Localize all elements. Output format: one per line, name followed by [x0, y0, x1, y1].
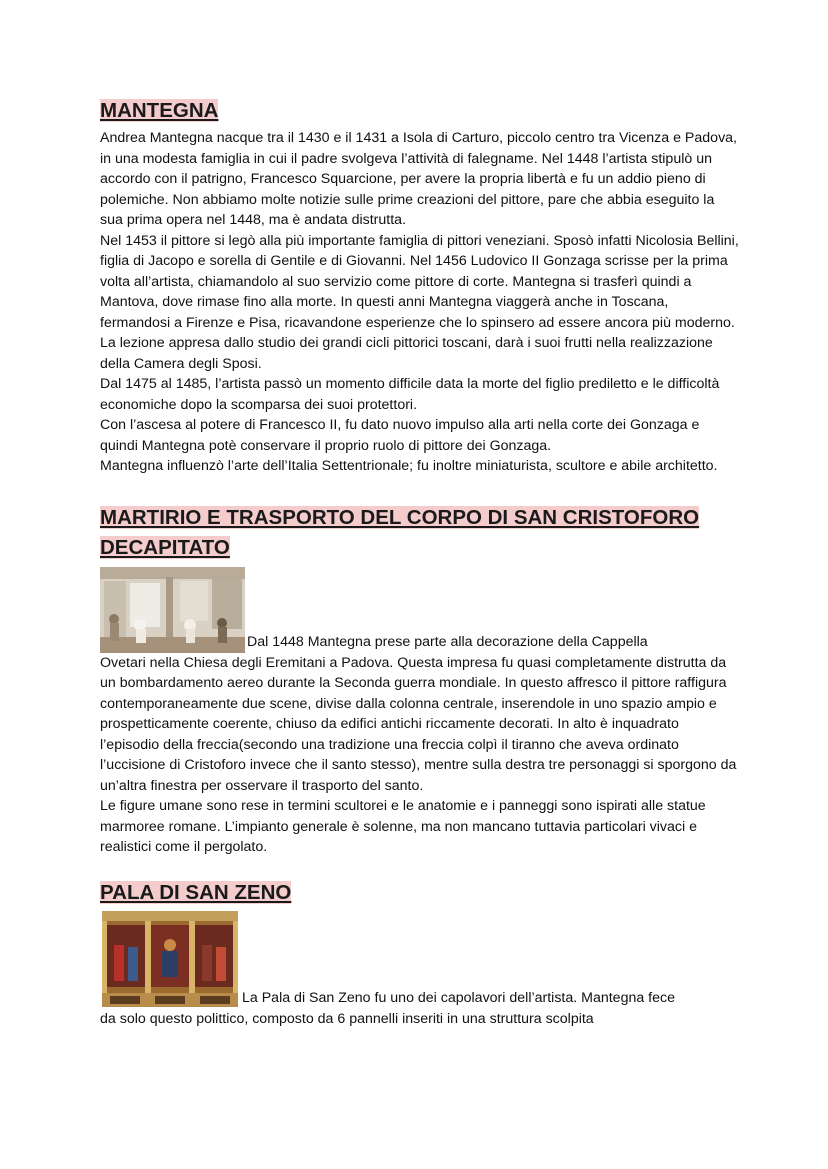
altarpiece-thumbnail-icon [100, 909, 240, 1009]
paragraph-first-line: Dal 1448 Mantegna prese parte alla decorazione della Cappella [247, 634, 648, 650]
section-heading-mantegna [100, 98, 740, 123]
paragraph: Dal 1475 al 1485, l’artista passò un momento difficile data la morte del figlio prediletto e le difficoltà economiche dopo la scomparsa dei suoi protettori. [100, 376, 720, 413]
paragraph: Ovetari nella Chiesa degli Eremitani a Padova. Questa impresa fu quasi completamente distrutta da un bombardamento aereo durante la Seconda guerra mondiale. In questo affresco il pittore raffigura contemporaneamente due scene, divise dalla colonna centrale, inserendole in uno spazio ampio e prospetticamente coerente, chiuso da edifici antichi riccamente decorati. In alto è inquadrato l’episodio della freccia(secondo una tradizione una freccia colpì il tiranno che aveva ordinato l’uccisione di Cristoforo invece che il santo stesso), mentre sulla destra tre personaggi si sporgono da un’altra finestra per osservare il trasporto del santo. [100, 654, 737, 794]
section-heading-pala-san-zeno [100, 880, 740, 905]
heading-text: PALA DI SAN ZENO [100, 880, 292, 904]
paragraph: Mantegna influenzò l’arte dell’Italia Settentrionale; fu inoltre miniaturista, scultore e abile architetto. [100, 458, 718, 474]
heading-text: MANTEGNA [100, 99, 219, 122]
heading-text: MARTIRIO E TRASPORTO DEL CORPO DI SAN CRISTOFORO DECAPITATO [100, 505, 700, 559]
figure-line-pala-san-zeno [100, 909, 740, 1009]
paragraph: Nel 1453 il pittore si legò alla più importante famiglia di pittori veneziani. Sposò infatti Nicolosia Bellini, figlia di Jacopo e sorella di Gentile e di Giovanni. Nel 1456 Ludovico II Gonzaga scrisse per la prima volta all’artista, chiamandolo al suo servizio come pittore di corte. Mantegna si trasferì quindi a Mantova, dove rimase fino alla morte. In questi anni Mantegna viaggerà anche in Toscana, fermandosi a Firenze e Pisa, ricavandone esperienze che lo spinsero ad essere ancora più moderno. La lezione appresa dallo studio dei grandi cicli pittorici toscani, darà i suoi frutti nella realizzazione della Camera degli Sposi. [100, 232, 739, 372]
paragraph-first-line: La Pala di San Zeno fu uno dei capolavori dell’artista. Mantegna fece [242, 990, 675, 1006]
paragraph: Le figure umane sono rese in termini scultorei e le anatomie e i panneggi sono ispirati alle statue marmoree romane. L’impianto generale è solenne, ma non mancano tuttavia particolari vivaci e realistici come il pergolato. [100, 798, 706, 855]
document-content [100, 96, 740, 1029]
section-heading-san-cristoforo [100, 504, 740, 564]
section-body-mantegna [100, 128, 740, 477]
fresco-thumbnail-icon [100, 567, 245, 653]
paragraph: da solo questo polittico, composto da 6 pannelli inseriti in una struttura scolpita [100, 1010, 594, 1027]
paragraph: Con l’ascesa al potere di Francesco II, fu dato nuovo impulso alla arti nella corte dei Gonzaga e quindi Mantegna potè conservare il proprio ruolo di pittore dei Gonzaga. [100, 417, 700, 454]
paragraph: Andrea Mantegna nacque tra il 1430 e il 1431 a Isola di Carturo, piccolo centro tra Vicenza e Padova, in una modesta famiglia in cui il padre svolgeva l’attività di falegname. Nel 1448 l’artista stipulò un accordo con il patrigno, Francesco Squarcione, per avere la propria libertà e fu un addio pieno di polemiche. Non abbiamo molte notizie sulle prime creazioni del pittore, pare che abbia eseguito la sua prima opera nel 1448, ma è andata distrutta. [100, 130, 737, 228]
figure-line-san-cristoforo [100, 567, 740, 653]
